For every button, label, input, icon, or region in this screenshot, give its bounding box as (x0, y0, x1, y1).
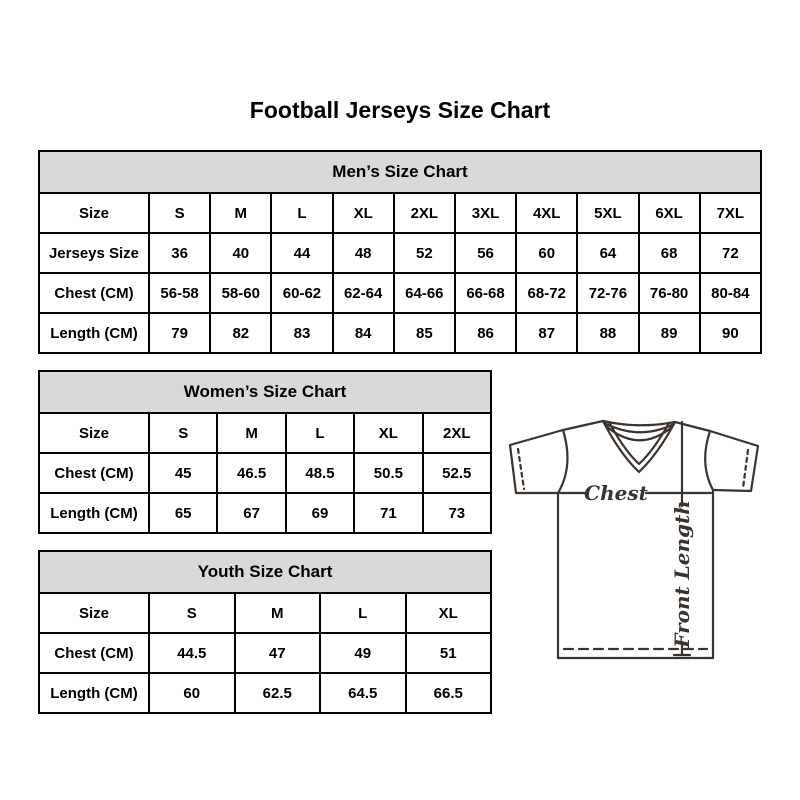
table-row (39, 453, 491, 493)
value-cell: M (210, 193, 271, 233)
value-cell: 66-68 (455, 273, 516, 313)
value-cell: M (217, 413, 285, 453)
row-label-cell: Length (CM) (39, 673, 149, 713)
row-label-cell: Chest (CM) (39, 453, 149, 493)
value-cell: 88 (577, 313, 638, 353)
value-cell: 62-64 (333, 273, 394, 313)
value-cell: XL (333, 193, 394, 233)
value-cell: 51 (406, 633, 492, 673)
table-row (39, 233, 761, 273)
table-row (39, 673, 491, 713)
value-cell: 68-72 (516, 273, 577, 313)
value-cell: 60 (149, 673, 235, 713)
row-label-cell: Size (39, 413, 149, 453)
value-cell: 47 (235, 633, 321, 673)
row-label-cell: Length (CM) (39, 313, 149, 353)
womens-table-title: Women’s Size Chart (39, 371, 491, 413)
jersey-diagram-svg (498, 396, 768, 672)
value-cell: XL (354, 413, 422, 453)
value-cell: 50.5 (354, 453, 422, 493)
row-label-cell: Length (CM) (39, 493, 149, 533)
table-row (39, 193, 761, 233)
value-cell: XL (406, 593, 492, 633)
value-cell: 71 (354, 493, 422, 533)
value-cell: 64-66 (394, 273, 455, 313)
value-cell: 44.5 (149, 633, 235, 673)
value-cell: L (286, 413, 354, 453)
table-row (39, 493, 491, 533)
value-cell: 72 (700, 233, 761, 273)
value-cell: 46.5 (217, 453, 285, 493)
cuff-stitch-right (743, 450, 748, 488)
table-row (39, 413, 491, 453)
table-row (39, 273, 761, 313)
value-cell: S (149, 593, 235, 633)
value-cell: 62.5 (235, 673, 321, 713)
jersey-outline (510, 421, 758, 658)
value-cell: 3XL (455, 193, 516, 233)
value-cell: 6XL (639, 193, 700, 233)
value-cell: 73 (423, 493, 491, 533)
value-cell: 83 (271, 313, 332, 353)
value-cell: 85 (394, 313, 455, 353)
mens-size-table (38, 150, 762, 354)
value-cell: 58-60 (210, 273, 271, 313)
value-cell: 48 (333, 233, 394, 273)
value-cell: 69 (286, 493, 354, 533)
jersey-measurement-diagram (498, 396, 768, 672)
value-cell: 80-84 (700, 273, 761, 313)
womens-size-table (38, 370, 492, 534)
value-cell: 64 (577, 233, 638, 273)
table-row (39, 313, 761, 353)
row-label-cell: Size (39, 593, 149, 633)
value-cell: 67 (217, 493, 285, 533)
value-cell: 84 (333, 313, 394, 353)
value-cell: 40 (210, 233, 271, 273)
value-cell: 82 (210, 313, 271, 353)
value-cell: 86 (455, 313, 516, 353)
row-label-cell: Jerseys Size (39, 233, 149, 273)
chest-label: Chest (584, 481, 648, 505)
youth-table-title: Youth Size Chart (39, 551, 491, 593)
value-cell: 4XL (516, 193, 577, 233)
youth-size-table (38, 550, 492, 714)
value-cell: 64.5 (320, 673, 406, 713)
value-cell: 49 (320, 633, 406, 673)
row-label-cell: Chest (CM) (39, 633, 149, 673)
value-cell: 36 (149, 233, 210, 273)
value-cell: 56 (455, 233, 516, 273)
value-cell: 5XL (577, 193, 638, 233)
front-length-label: Front Length (670, 500, 694, 648)
row-label-cell: Size (39, 193, 149, 233)
table-row (39, 633, 491, 673)
mens-table-title: Men’s Size Chart (39, 151, 761, 193)
row-label-cell: Chest (CM) (39, 273, 149, 313)
table-row (39, 593, 491, 633)
table-header-row (39, 151, 761, 193)
value-cell: 45 (149, 453, 217, 493)
value-cell: 72-76 (577, 273, 638, 313)
value-cell: 90 (700, 313, 761, 353)
collar-detail (603, 421, 675, 472)
value-cell: S (149, 413, 217, 453)
value-cell: 79 (149, 313, 210, 353)
value-cell: 52 (394, 233, 455, 273)
value-cell: 89 (639, 313, 700, 353)
table-header-row (39, 371, 491, 413)
value-cell: 7XL (700, 193, 761, 233)
value-cell: 87 (516, 313, 577, 353)
value-cell: 2XL (423, 413, 491, 453)
value-cell: L (320, 593, 406, 633)
value-cell: 65 (149, 493, 217, 533)
value-cell: 60 (516, 233, 577, 273)
value-cell: 56-58 (149, 273, 210, 313)
value-cell: 48.5 (286, 453, 354, 493)
page-title: Football Jerseys Size Chart (249, 97, 551, 123)
cuff-stitch-left (518, 449, 524, 489)
value-cell: S (149, 193, 210, 233)
value-cell: 2XL (394, 193, 455, 233)
table-header-row (39, 551, 491, 593)
value-cell: 44 (271, 233, 332, 273)
value-cell: 66.5 (406, 673, 492, 713)
value-cell: L (271, 193, 332, 233)
value-cell: 52.5 (423, 453, 491, 493)
value-cell: M (235, 593, 321, 633)
value-cell: 68 (639, 233, 700, 273)
value-cell: 76-80 (639, 273, 700, 313)
value-cell: 60-62 (271, 273, 332, 313)
